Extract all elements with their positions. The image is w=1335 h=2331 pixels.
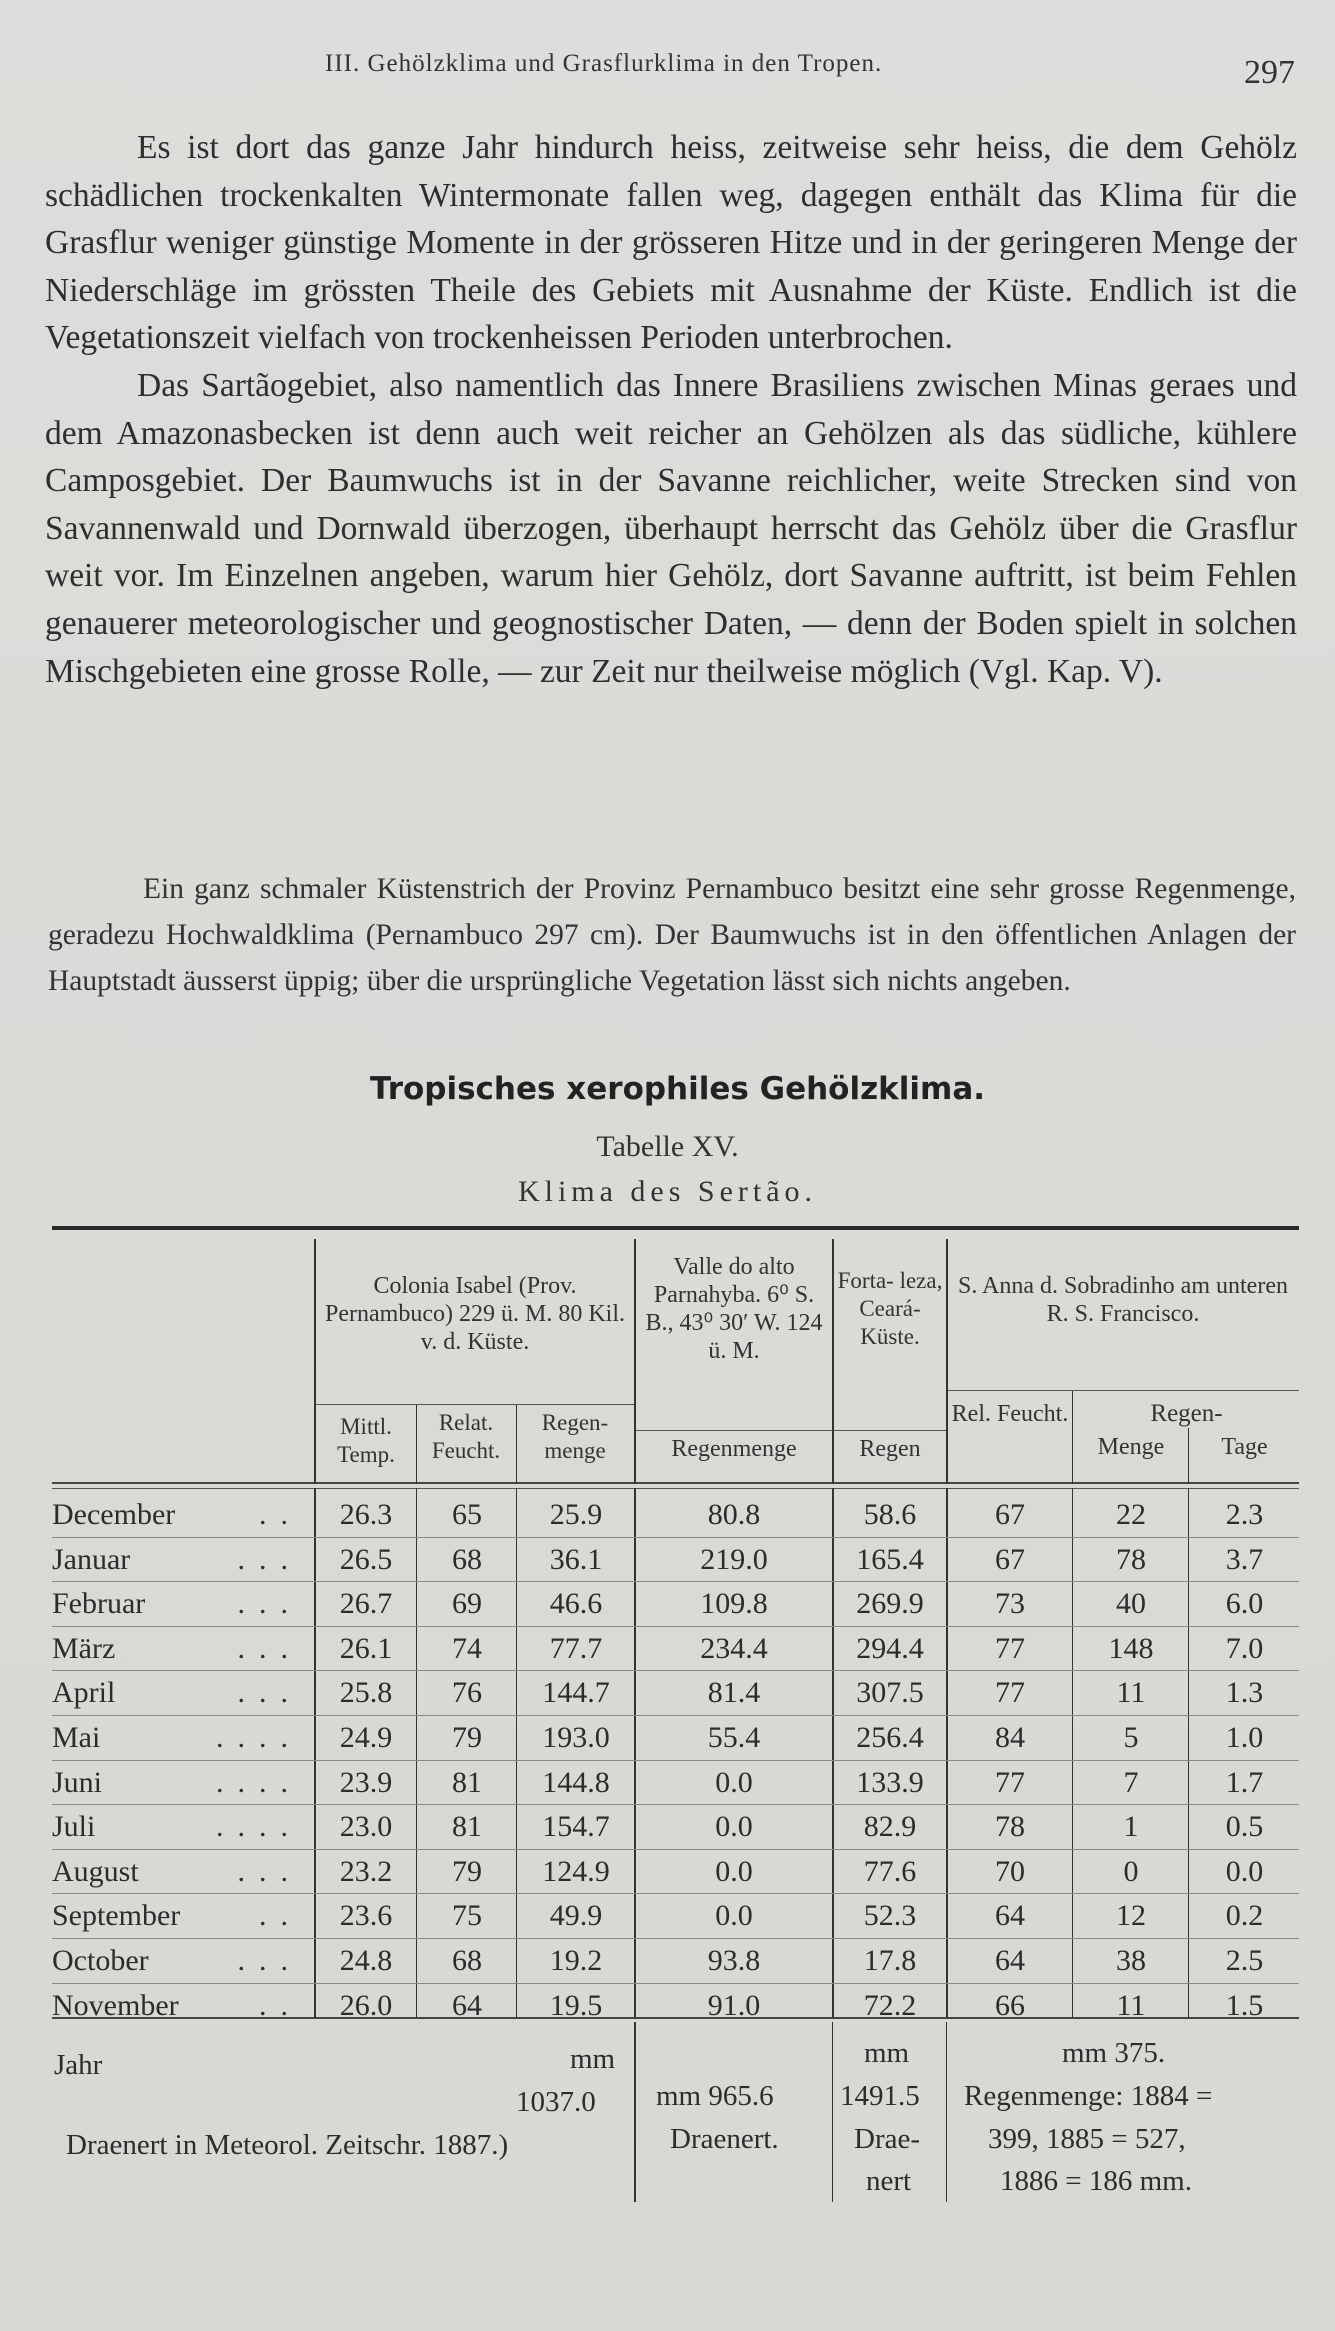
- cell-fort: 77.6: [863, 1854, 917, 1888]
- row-rule: [52, 1760, 1299, 1761]
- cell-feucht: 79: [452, 1854, 482, 1888]
- row-rule: [52, 1715, 1299, 1716]
- cell-feucht: 75: [452, 1899, 482, 1933]
- footer-colonia-unit: mm: [570, 2043, 616, 2075]
- cell-temp: 24.8: [339, 1944, 393, 1977]
- cell-regen: 25.9: [549, 1498, 603, 1531]
- table-row-month: [52, 1582, 312, 1626]
- header-fortaleza: Forta- leza, Ceará- Küste.: [837, 1268, 943, 1349]
- footer-fort-total: 1491.5: [840, 2080, 920, 2112]
- footer-sanna-line2: Regenmenge: 1884 =: [964, 2080, 1213, 2112]
- cell-rel: 77: [995, 1676, 1025, 1710]
- leader-dots: ...: [237, 1631, 302, 1665]
- cell-temp: 26.1: [339, 1631, 393, 1665]
- cell-fort: 58.6: [863, 1498, 917, 1531]
- cell-menge: 22: [1116, 1498, 1146, 1531]
- cell-tage: 6.0: [1225, 1587, 1264, 1621]
- header-valle: Valle do alto Parnahyba. 6⁰ S. B., 43⁰ 30′ W. 124 ü. M.: [645, 1254, 823, 1364]
- cell-menge: 148: [1108, 1631, 1154, 1665]
- paragraph-2: Das Sartãogebiet, also namentlich das Innere Brasiliens zwischen Minas geraes und dem Amazonasbecken ist denn auch weit reicher an Gehölzen als das südliche, kühlere Camposgebiet. Der Baumwuchs ist in der Savanne reichlicher, weite Strecken sind von Savannenwald und Dornwald überzogen, überhaupt herrscht das Gehölz über die Grasflur weit vor. Im Einzelnen angeben, warum hier Gehölz, dort Savanne auftritt, ist beim Fehlen genauerer meteorologischer und geognostischer Daten, — denn der Boden spielt in solchen Mischgebieten eine grosse Rolle, — zur Zeit nur theilweise möglich (Vgl. Kap. V).: [45, 366, 1297, 690]
- cell-valle: 234.4: [700, 1631, 768, 1665]
- vline-sub-4: [1188, 1428, 1189, 1484]
- hline-valle-sub: [636, 1430, 832, 1431]
- cell-rel: 73: [995, 1587, 1025, 1621]
- cell-rel: 78: [995, 1810, 1025, 1844]
- cell-regen: 36.1: [549, 1542, 603, 1576]
- cell-valle: 109.8: [700, 1587, 768, 1621]
- cell-temp: 25.8: [339, 1676, 393, 1710]
- cell-rel: 84: [995, 1721, 1025, 1754]
- month-label: Januar: [52, 1542, 131, 1576]
- cell-valle: 0.0: [715, 1899, 753, 1933]
- header-bottom-rule: [52, 1482, 1299, 1484]
- table-row-month: [52, 1984, 312, 2028]
- cell-feucht: 65: [452, 1498, 482, 1531]
- cell-valle: 0.0: [715, 1810, 753, 1844]
- subheader-fort-regen: Regen: [859, 1436, 921, 1462]
- leader-dots: ....: [216, 1810, 302, 1844]
- leader-dots: ..: [259, 1988, 302, 2022]
- cell-regen: 144.7: [542, 1676, 610, 1710]
- leader-dots: ...: [237, 1587, 302, 1621]
- cell-valle: 219.0: [700, 1542, 768, 1576]
- cell-feucht: 68: [452, 1542, 482, 1576]
- paragraph-1: Es ist dort das ganze Jahr hindurch heiss, zeitweise sehr heiss, die dem Gehölz schädlichen trockenkalten Wintermonate fallen weg, dagegen enthält das Klima für die Grasflur weniger günstige Momente in der grösseren Hitze und in der geringeren Menge der Niederschläge im grössten Theile des Gebiets mit Ausnahme der Küste. Endlich ist die Vegetationszeit vielfach von trockenheissen Perioden unterbrochen.: [45, 129, 1297, 357]
- cell-valle: 91.0: [707, 1988, 761, 2022]
- header-bottom-rule-2: [52, 1488, 1299, 1489]
- row-rule: [52, 1581, 1299, 1582]
- footer-sanna-line1: mm 375.: [1062, 2037, 1166, 2069]
- hline-fort-sub: [834, 1430, 946, 1431]
- cell-fort: 72.2: [863, 1988, 917, 2022]
- cell-temp: 26.3: [339, 1498, 393, 1531]
- vline-foot-a: [634, 2022, 636, 2202]
- cell-tage: 7.0: [1225, 1631, 1264, 1665]
- cell-menge: 11: [1116, 1676, 1146, 1710]
- cell-rel: 67: [995, 1498, 1025, 1531]
- month-label: December: [52, 1498, 176, 1531]
- cell-fort: 82.9: [863, 1810, 917, 1844]
- header-colonia: Colonia Isabel (Prov. Pernambuco) 229 ü. M. 80 Kil. v. d. Küste.: [325, 1273, 625, 1355]
- cell-regen: 193.0: [542, 1721, 610, 1754]
- cell-feucht: 81: [452, 1765, 482, 1799]
- running-title: III. Gehölzklima und Grasflurklima in den Tropen.: [325, 50, 883, 77]
- cell-regen: 144.8: [542, 1765, 610, 1799]
- footer-jahr: Jahr: [54, 2049, 103, 2081]
- cell-tage: 2.3: [1225, 1498, 1264, 1531]
- cell-fort: 256.4: [856, 1721, 924, 1754]
- table-row-month: [52, 1493, 312, 1537]
- row-rule: [52, 1938, 1299, 1939]
- cell-feucht: 81: [452, 1810, 482, 1844]
- cell-feucht: 74: [452, 1631, 482, 1665]
- cell-tage: 1.5: [1225, 1988, 1264, 2022]
- cell-menge: 7: [1123, 1765, 1139, 1799]
- cell-tage: 0.0: [1225, 1854, 1264, 1888]
- footer-valle-total: mm 965.6: [656, 2080, 774, 2112]
- row-rule: [52, 1893, 1299, 1894]
- row-rule: [52, 1626, 1299, 1627]
- cell-feucht: 64: [452, 1988, 482, 2022]
- month-label: März: [52, 1631, 116, 1665]
- cell-temp: 23.6: [339, 1899, 393, 1933]
- cell-temp: 26.5: [339, 1542, 393, 1576]
- row-rule: [52, 1670, 1299, 1671]
- cell-valle: 93.8: [707, 1944, 761, 1977]
- cell-rel: 66: [995, 1988, 1025, 2022]
- hline-colonia-sub: [316, 1404, 634, 1405]
- leader-dots: ...: [237, 1676, 302, 1710]
- cell-valle: 81.4: [707, 1676, 761, 1710]
- body-text: [45, 124, 1297, 695]
- table-row-month: [52, 1805, 312, 1849]
- table-row-month: [52, 1716, 312, 1760]
- leader-dots: ...: [237, 1944, 302, 1977]
- cell-tage: 0.5: [1225, 1810, 1264, 1844]
- cell-rel: 64: [995, 1899, 1025, 1933]
- cell-regen: 124.9: [542, 1854, 610, 1888]
- footer-colonia-source: Draenert in Meteorol. Zeitschr. 1887.): [66, 2129, 509, 2161]
- subheader-feucht: Relat. Feucht.: [431, 1410, 501, 1463]
- cell-tage: 2.5: [1225, 1944, 1264, 1977]
- vline-sub-2: [516, 1404, 517, 1484]
- cell-valle: 0.0: [715, 1765, 753, 1799]
- footer-fort-source-2: nert: [866, 2165, 912, 2197]
- cell-temp: 26.0: [339, 1988, 393, 2022]
- cell-tage: 1.7: [1225, 1765, 1264, 1799]
- month-label: April: [52, 1676, 116, 1710]
- footer-fort-source-1: Drae-: [854, 2123, 921, 2155]
- subheader-regenmenge: Regen- menge: [541, 1410, 609, 1463]
- month-label: Juni: [52, 1765, 103, 1799]
- footer-fort-unit: mm: [864, 2037, 910, 2069]
- cell-regen: 19.5: [549, 1988, 603, 2022]
- vline-foot-b: [832, 2022, 833, 2202]
- cell-feucht: 68: [452, 1944, 482, 1977]
- cell-valle: 80.8: [707, 1498, 761, 1531]
- subheader-valle-regen: Regenmenge: [671, 1436, 797, 1462]
- vline-foot-c: [946, 2022, 947, 2202]
- cell-rel: 77: [995, 1765, 1025, 1799]
- cell-regen: 19.2: [549, 1944, 603, 1977]
- cell-rel: 77: [995, 1631, 1025, 1665]
- footer-sanna-line3: 399, 1885 = 527,: [988, 2123, 1186, 2155]
- cell-temp: 23.9: [339, 1765, 393, 1799]
- month-label: Juli: [52, 1810, 96, 1844]
- table-label: Tabelle XV.: [596, 1130, 739, 1163]
- cell-regen: 154.7: [542, 1810, 610, 1844]
- cell-regen: 77.7: [549, 1631, 603, 1665]
- cell-fort: 307.5: [856, 1676, 924, 1710]
- subheader-temp: Mittl. Temp.: [337, 1414, 395, 1467]
- cell-menge: 5: [1123, 1721, 1139, 1754]
- subheader-menge: Menge: [1097, 1434, 1165, 1460]
- cell-menge: 1: [1123, 1810, 1139, 1844]
- cell-rel: 67: [995, 1542, 1025, 1576]
- table-row-month: [52, 1850, 312, 1894]
- leader-dots: ...: [237, 1542, 302, 1576]
- cell-tage: 1.0: [1225, 1721, 1264, 1754]
- cell-menge: 11: [1116, 1988, 1146, 2022]
- header-sanna: S. Anna d. Sobradinho am unteren R. S. Francisco.: [958, 1273, 1288, 1327]
- cell-regen: 46.6: [549, 1587, 603, 1621]
- row-rule: [52, 1537, 1299, 1538]
- cell-feucht: 69: [452, 1587, 482, 1621]
- cell-tage: 3.7: [1225, 1542, 1264, 1576]
- leader-dots: ..: [259, 1899, 302, 1933]
- cell-temp: 26.7: [339, 1587, 393, 1621]
- cell-menge: 40: [1116, 1587, 1146, 1621]
- cell-menge: 78: [1116, 1542, 1146, 1576]
- cell-rel: 64: [995, 1944, 1025, 1977]
- small-text: [48, 866, 1296, 1004]
- cell-menge: 12: [1116, 1899, 1146, 1933]
- cell-temp: 24.9: [339, 1721, 393, 1754]
- cell-valle: 55.4: [707, 1721, 761, 1754]
- subheader-rel-feucht: Rel. Feucht.: [951, 1401, 1069, 1427]
- cell-rel: 70: [995, 1854, 1025, 1888]
- cell-tage: 0.2: [1225, 1899, 1264, 1933]
- cell-fort: 294.4: [856, 1631, 924, 1665]
- leader-dots: ....: [216, 1721, 302, 1754]
- footer-colonia-total: 1037.0: [516, 2086, 596, 2118]
- cell-menge: 38: [1116, 1944, 1146, 1977]
- month-label: Mai: [52, 1721, 101, 1754]
- cell-fort: 17.8: [863, 1944, 917, 1977]
- section-title: Tropisches xerophiles Gehölzklima.: [369, 1071, 986, 1107]
- cell-fort: 133.9: [856, 1765, 924, 1799]
- cell-menge: 0: [1123, 1854, 1139, 1888]
- cell-tage: 1.3: [1225, 1676, 1264, 1710]
- leader-dots: ..: [259, 1498, 302, 1531]
- cell-regen: 49.9: [549, 1899, 603, 1933]
- cell-fort: 269.9: [856, 1587, 924, 1621]
- month-label: August: [52, 1854, 139, 1888]
- table-row-month: [52, 1627, 312, 1671]
- table-row-month: [52, 1538, 312, 1582]
- cell-temp: 23.0: [339, 1810, 393, 1844]
- subheader-regen-group: Regen-: [1150, 1400, 1223, 1427]
- table-top-rule: [52, 1226, 1299, 1230]
- vline-sub-1: [416, 1404, 417, 1484]
- row-rule: [52, 1849, 1299, 1850]
- leader-dots: ....: [216, 1765, 302, 1799]
- month-label: October: [52, 1944, 149, 1977]
- month-label: September: [52, 1899, 181, 1933]
- footer-valle-source: Draenert.: [670, 2123, 779, 2155]
- vline-sub-3: [1072, 1390, 1073, 1484]
- cell-fort: 52.3: [863, 1899, 917, 1933]
- cell-temp: 23.2: [339, 1854, 393, 1888]
- cell-feucht: 79: [452, 1721, 482, 1754]
- cell-feucht: 76: [452, 1676, 482, 1710]
- row-rule: [52, 1804, 1299, 1805]
- vline-col-a: [314, 1239, 316, 1484]
- paragraph-3: Ein ganz schmaler Küstenstrich der Provinz Pernambuco besitzt eine sehr grosse Regenmenge, geradezu Hochwaldklima (Pernambuco 297 cm). Der Baumwuchs ist in den öffentlichen Anlagen der Hauptstadt äusserst üppig; über die ursprüngliche Vegetation lässt sich nichts angeben.: [48, 873, 1296, 997]
- cell-fort: 165.4: [856, 1542, 924, 1576]
- table-row-month: [52, 1939, 312, 1983]
- table-row-month: [52, 1894, 312, 1938]
- leader-dots: ...: [237, 1854, 302, 1888]
- month-label: November: [52, 1988, 179, 2022]
- row-rule: [52, 1983, 1299, 1984]
- table-row-month: [52, 1671, 312, 1715]
- vline-col-d: [946, 1239, 948, 1484]
- table-caption: Klima des Sertão.: [517, 1175, 818, 1208]
- month-label: Februar: [52, 1587, 146, 1621]
- table-row-month: [52, 1761, 312, 1805]
- hline-sanna-sub: [948, 1390, 1299, 1391]
- subheader-tage: Tage: [1221, 1434, 1268, 1460]
- page-number: 297: [1244, 54, 1295, 91]
- cell-valle: 0.0: [715, 1854, 753, 1888]
- footer-sanna-line4: 1886 = 186 mm.: [1000, 2165, 1192, 2197]
